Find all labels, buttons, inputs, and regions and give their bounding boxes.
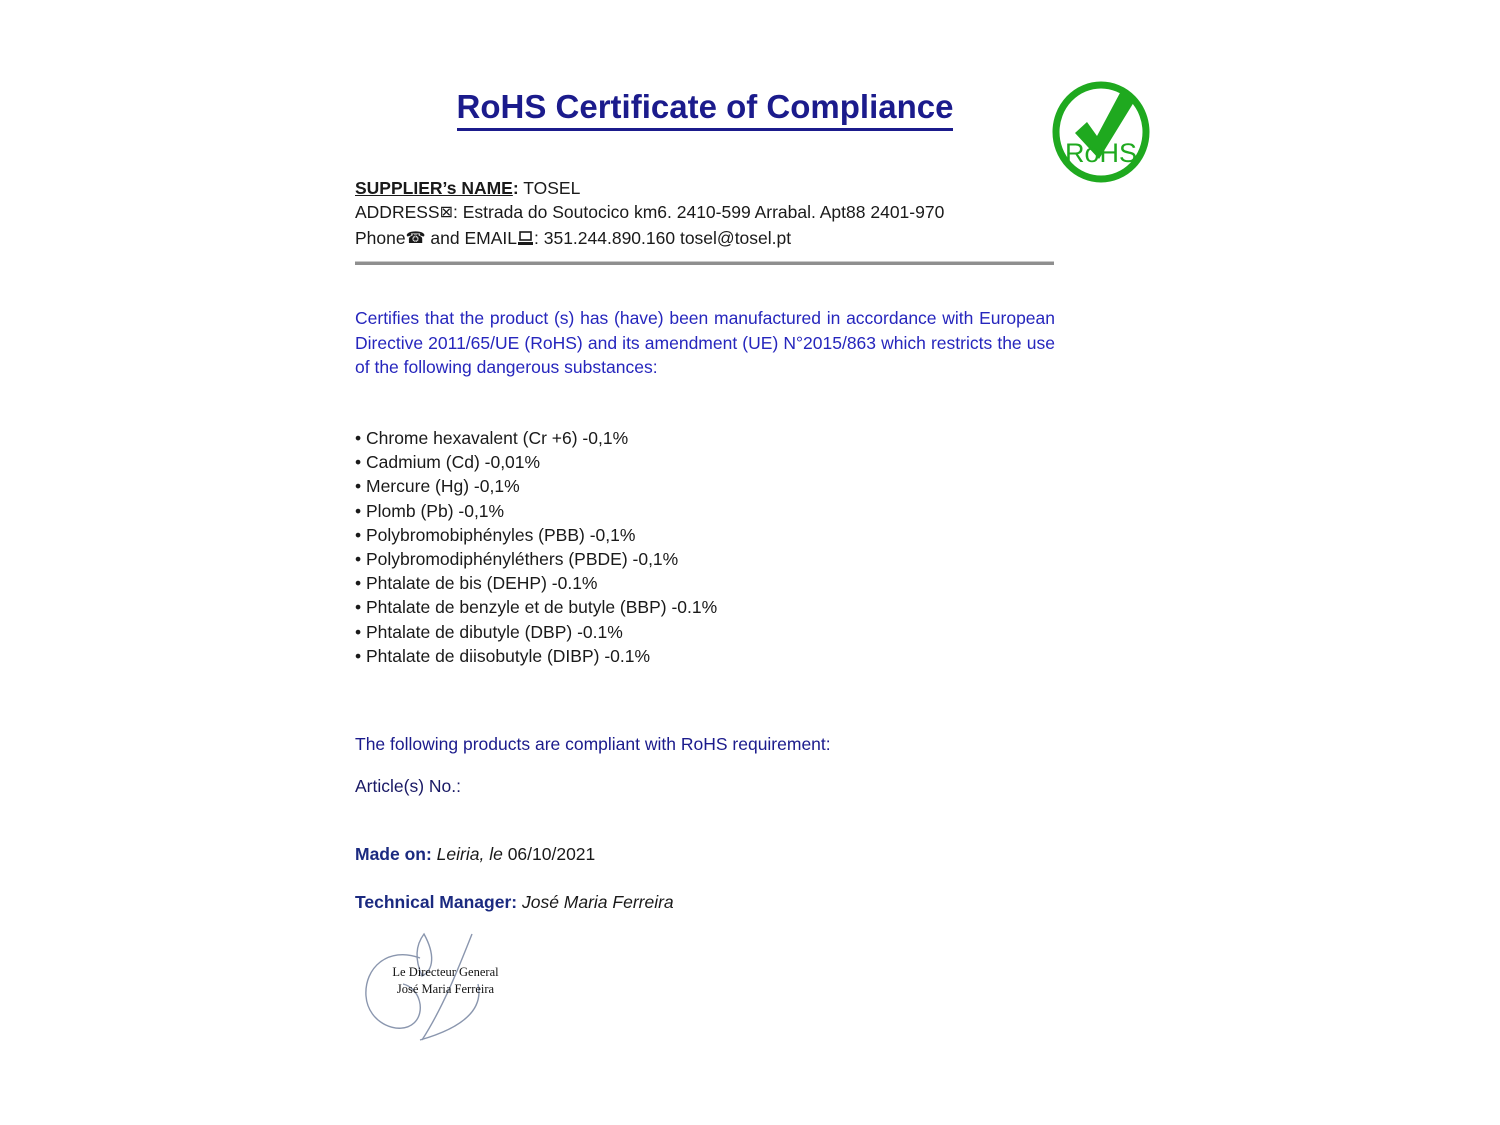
phone-icon: ☎ <box>405 230 426 247</box>
supplier-address-line <box>355 200 1065 226</box>
rohs-logo <box>1051 80 1151 184</box>
made-on-label: Made on: <box>355 844 432 864</box>
made-on-date: 06/10/2021 <box>507 844 596 864</box>
technical-manager-line <box>355 892 1055 913</box>
section-divider <box>355 261 1054 265</box>
made-on-line <box>355 844 1055 865</box>
page-title: RoHS Certificate of Compliance <box>457 88 954 131</box>
substance-item: • Phtalate de diisobutyle (DIBP) -0.1% <box>355 644 1055 668</box>
substance-item: • Phtalate de dibutyle (DBP) -0.1% <box>355 620 1055 644</box>
substance-item: • Phtalate de bis (DEHP) -0.1% <box>355 571 1055 595</box>
email-label: and EMAIL <box>425 228 517 248</box>
supplier-name-value: TOSEL <box>518 178 581 198</box>
rohs-check-icon <box>1051 80 1151 184</box>
phone-label: Phone <box>355 228 406 248</box>
computer-icon <box>517 231 534 246</box>
rohs-logo-text: RoHS <box>1064 138 1138 168</box>
technical-manager-label: Technical Manager: <box>355 892 518 912</box>
contact-value: : 351.244.890.160 tosel@tosel.pt <box>534 228 792 248</box>
compliance-statement: The following products are compliant with RoHS requirement: <box>355 734 831 754</box>
address-value: : Estrada do Soutocico km6. 2410-599 Arrabal. Apt88 2401-970 <box>453 202 945 222</box>
signature-caption <box>388 964 503 998</box>
substance-item: • Chrome hexavalent (Cr +6) -0,1% <box>355 426 1055 450</box>
supplier-contact-line <box>355 226 1065 252</box>
envelope-icon: ⊠ <box>439 204 454 221</box>
signature-name: José Maria Ferreira <box>396 982 495 996</box>
substances-list <box>355 426 1055 668</box>
substance-item: • Mercure (Hg) -0,1% <box>355 474 1055 498</box>
title-area <box>355 88 1055 131</box>
substance-item: • Plomb (Pb) -0,1% <box>355 499 1055 523</box>
certification-paragraph: Certifies that the product (s) has (have) been manufactured in accordance with European Directive 2011/65/UE (RoHS) and its amendment (UE) N°2015/863 which restricts the use of the following dangerous substances: <box>355 308 1055 377</box>
address-label: ADDRESS <box>355 202 440 222</box>
article-number-line: Article(s) No.: <box>355 776 461 796</box>
technical-manager-name: José Maria Ferreira <box>517 892 674 912</box>
supplier-block <box>355 176 1065 252</box>
supplier-name-label: SUPPLIER’s NAME <box>355 178 513 198</box>
made-on-place: Leiria, le <box>431 844 508 864</box>
substance-item: • Polybromodiphényléthers (PBDE) -0,1% <box>355 547 1055 571</box>
substance-item: • Cadmium (Cd) -0,01% <box>355 450 1055 474</box>
substance-item: • Polybromobiphényles (PBB) -0,1% <box>355 523 1055 547</box>
signature-title: Le Directeur General <box>392 965 499 979</box>
substance-item: • Phtalate de benzyle et de butyle (BBP) -0.1% <box>355 595 1055 619</box>
supplier-name-line: SUPPLIER’s NAME: TOSEL <box>355 178 581 198</box>
